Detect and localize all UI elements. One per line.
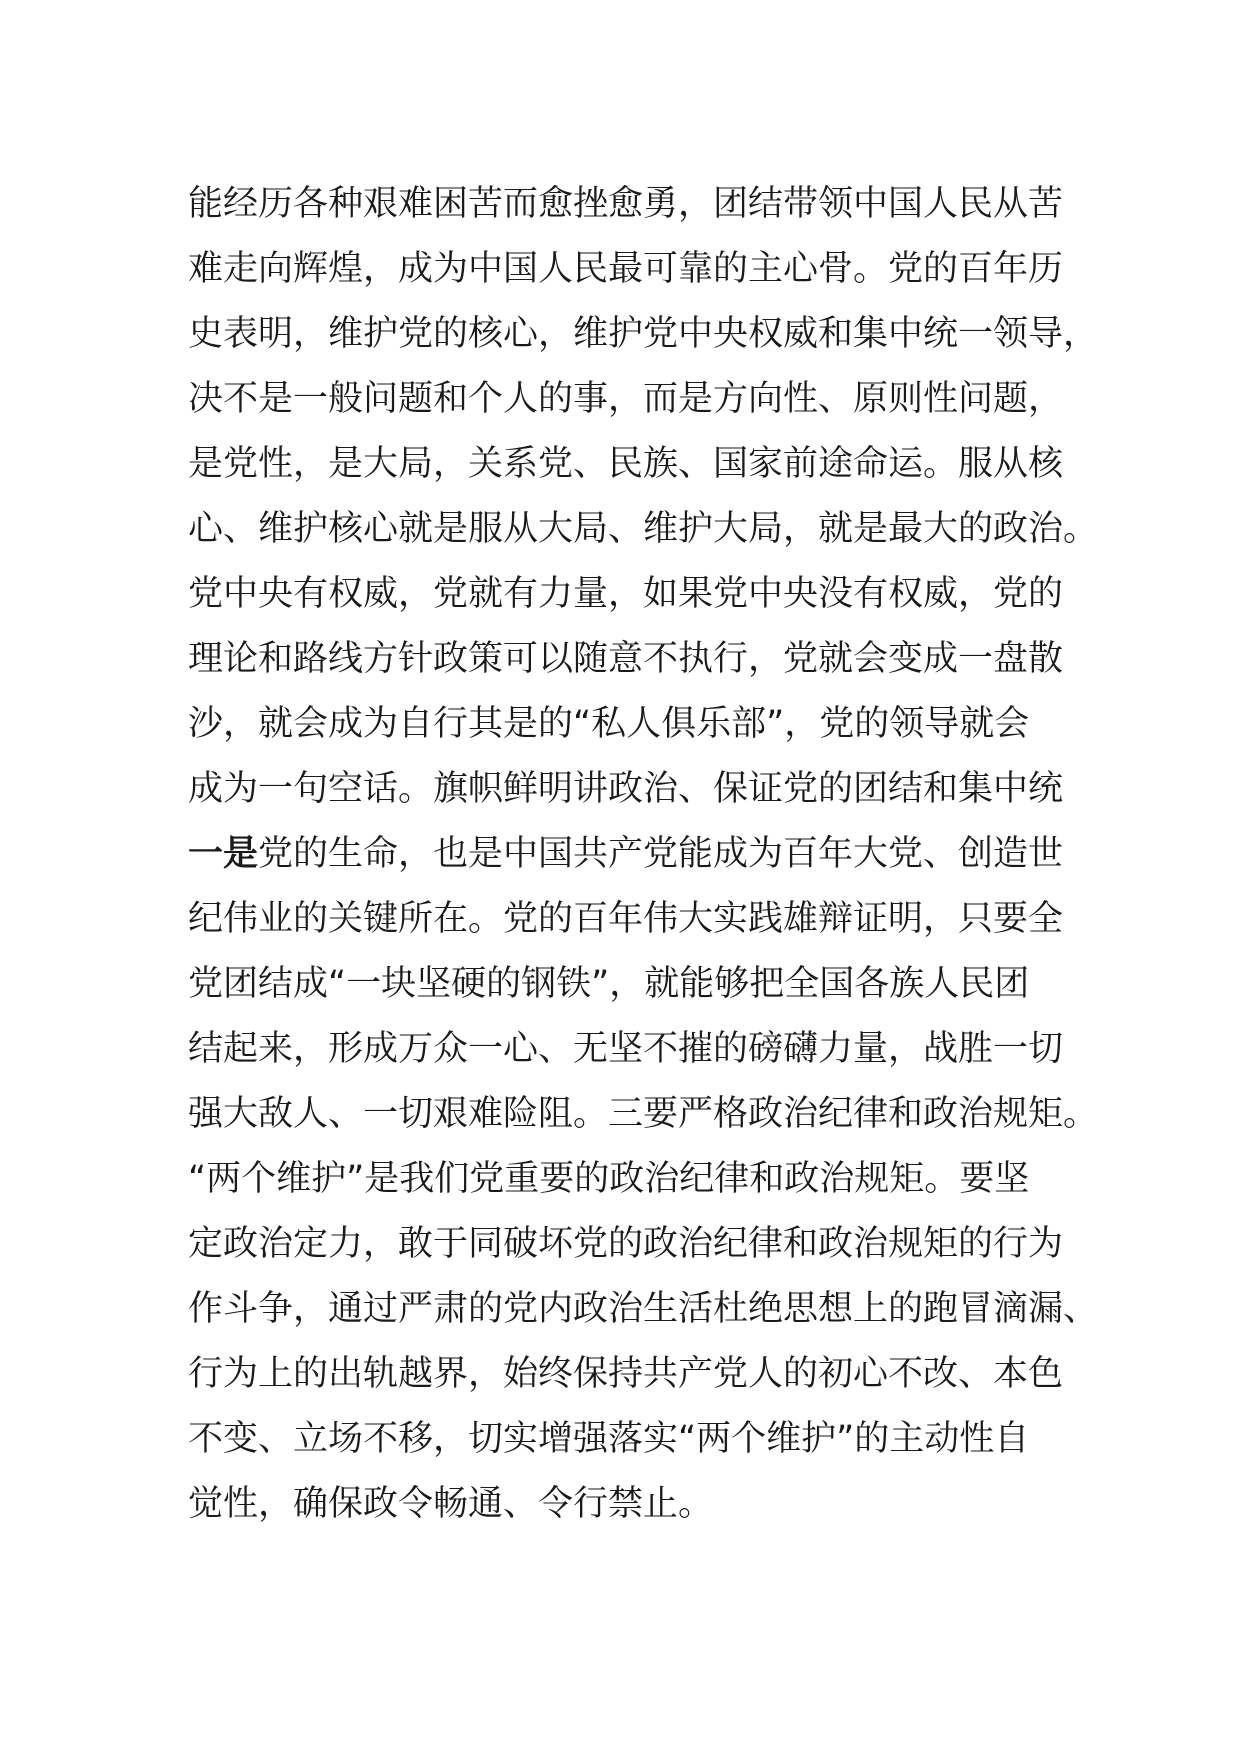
text-line-12: 纪伟业的关键所在。党的百年伟大实践雄辩证明，只要全 — [188, 899, 1064, 939]
text-line-21: 觉性，确保政令畅通、令行禁止。 — [188, 1484, 714, 1524]
text-line-16: “两个维护”是我们党重要的政治纪律和政治规矩。要坚 — [188, 1159, 1030, 1199]
text-line-2: 难走向辉煌，成为中国人民最可靠的主心骨。党的百年历 — [188, 249, 1064, 289]
bold-prefix: 一是 — [188, 834, 259, 874]
text-line-10: 成为一句空话。旗帜鲜明讲政治、保证党的团结和集中统 — [188, 769, 1064, 809]
text-line-14: 结起来，形成万众一心、无坚不摧的磅礴力量，战胜一切 — [188, 1029, 1064, 1069]
text-line-4: 决不是一般问题和个人的事，而是方向性、原则性问题， — [188, 379, 1064, 419]
body-text — [188, 172, 1099, 1537]
text-line-18: 作斗争，通过严肃的党内政治生活杜绝思想上的跑冒滴漏、 — [188, 1289, 1099, 1329]
text-line-7: 党中央有权威，党就有力量，如果党中央没有权威，党的 — [188, 574, 1064, 614]
text-line-6: 心、维护核心就是服从大局、维护大局，就是最大的政治。 — [188, 509, 1099, 549]
text-line-9: 沙，就会成为自行其是的“私人俱乐部”，党的领导就会 — [188, 704, 1030, 744]
text-line-19: 行为上的出轨越界，始终保持共产党人的初心不改、本色 — [188, 1354, 1064, 1394]
text-line-5: 是党性，是大局，关系党、民族、国家前途命运。服从核 — [188, 444, 1064, 484]
text-line-17: 定政治定力，敢于同破坏党的政治纪律和政治规矩的行为 — [188, 1224, 1064, 1264]
text-line-3: 史表明，维护党的核心，维护党中央权威和集中统一领导， — [188, 314, 1099, 354]
text-line-8: 理论和路线方针政策可以随意不执行，党就会变成一盘散 — [188, 639, 1064, 679]
text-line-20: 不变、立场不移，切实增强落实“两个维护”的主动性自 — [188, 1419, 1030, 1459]
text-line-15: 强大敌人、一切艰难险阻。三要严格政治纪律和政治规矩。 — [188, 1094, 1099, 1134]
text-line-1: 能经历各种艰难困苦而愈挫愈勇，团结带领中国人民从苦 — [188, 184, 1064, 224]
text-line-11 — [188, 822, 1088, 887]
text-line-11-rest: 党的生命，也是中国共产党能成为百年大党、创造世 — [258, 834, 1064, 874]
text-line-13: 党团结成“一块坚硬的钢铁”，就能够把全国各族人民团 — [188, 964, 1030, 1004]
